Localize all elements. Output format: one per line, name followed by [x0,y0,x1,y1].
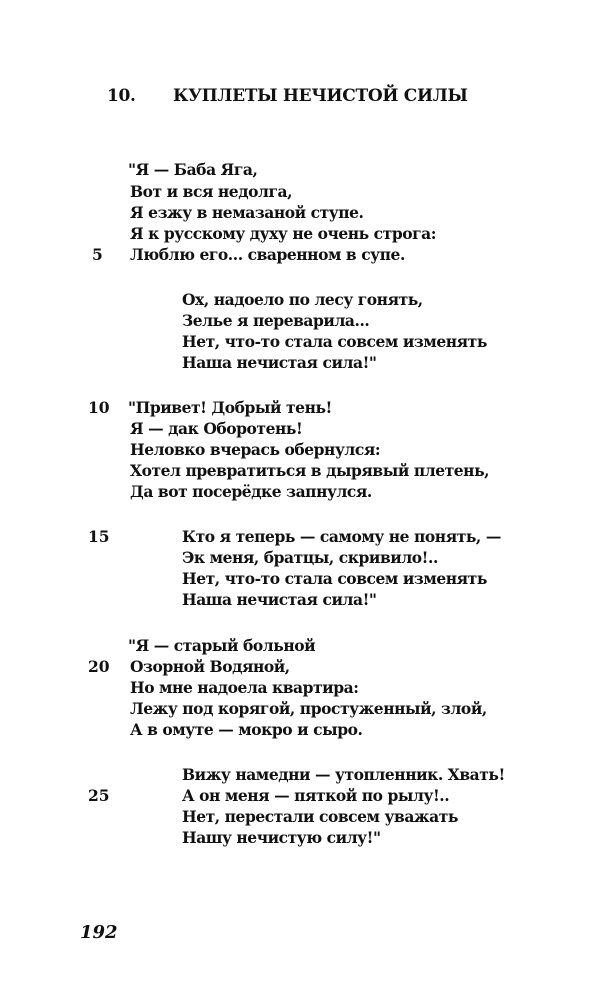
verse-line: Наша нечистая сила!" [182,590,377,609]
verse-line: Нет, что-то стала совсем изменять [182,569,487,588]
poem-title: КУПЛЕТЫ НЕЧИСТОЙ СИЛЫ [173,86,468,106]
verse-line: Нет, что-то стала совсем изменять [182,332,487,351]
line-number: 20 [88,657,110,676]
verse-line: Лежу под корягой, простуженный, злой, [130,699,487,718]
verse-line: Нет, перестали совсем уважать [182,807,458,826]
verse-line: "Привет! Добрый тень! [128,398,332,417]
line-number: 5 [92,245,103,264]
verse-line: Я езжу в немазаной ступе. [130,203,364,222]
verse-line: Ох, надоело по лесу гонять, [182,290,423,309]
verse-line: Зелье я переварила... [182,311,370,330]
verse-line: "Я — Баба Яга, [128,160,258,179]
verse-line: "Я — старый больной [128,636,316,655]
line-number: 10 [88,398,110,417]
verse-line: А в омуте — мокро и сыро. [130,720,363,739]
verse-line: Я — дак Оборотень! [130,419,303,438]
verse-line: Люблю его... сваренном в супе. [130,245,405,264]
line-number: 15 [88,527,110,546]
verse-line: А он меня — пяткой по рылу!.. [182,786,450,805]
verse-line: Нашу нечистую силу!" [182,828,381,847]
poem-number: 10. [107,86,136,106]
verse-line: Вижу намедни — утопленник. Хвать! [182,765,505,784]
verse-line: Но мне надоела квартира: [130,678,359,697]
verse-line: Да вот посерёдке запнулся. [130,482,372,501]
page-number: 192 [80,922,118,943]
line-number: 25 [88,786,110,805]
verse-line: Хотел превратиться в дырявый плетень, [130,461,490,480]
verse-line: Наша нечистая сила!" [182,353,377,372]
verse-line: Озорной Водяной, [130,657,290,676]
verse-line: Вот и вся недолга, [130,182,293,201]
verse-line: Эк меня, братцы, скривило!.. [182,548,438,567]
verse-line: Кто я теперь — самому не понять, — [182,527,501,546]
verse-line: Я к русскому духу не очень строга: [130,224,437,243]
verse-line: Неловко вчерась обернулся: [130,440,381,459]
